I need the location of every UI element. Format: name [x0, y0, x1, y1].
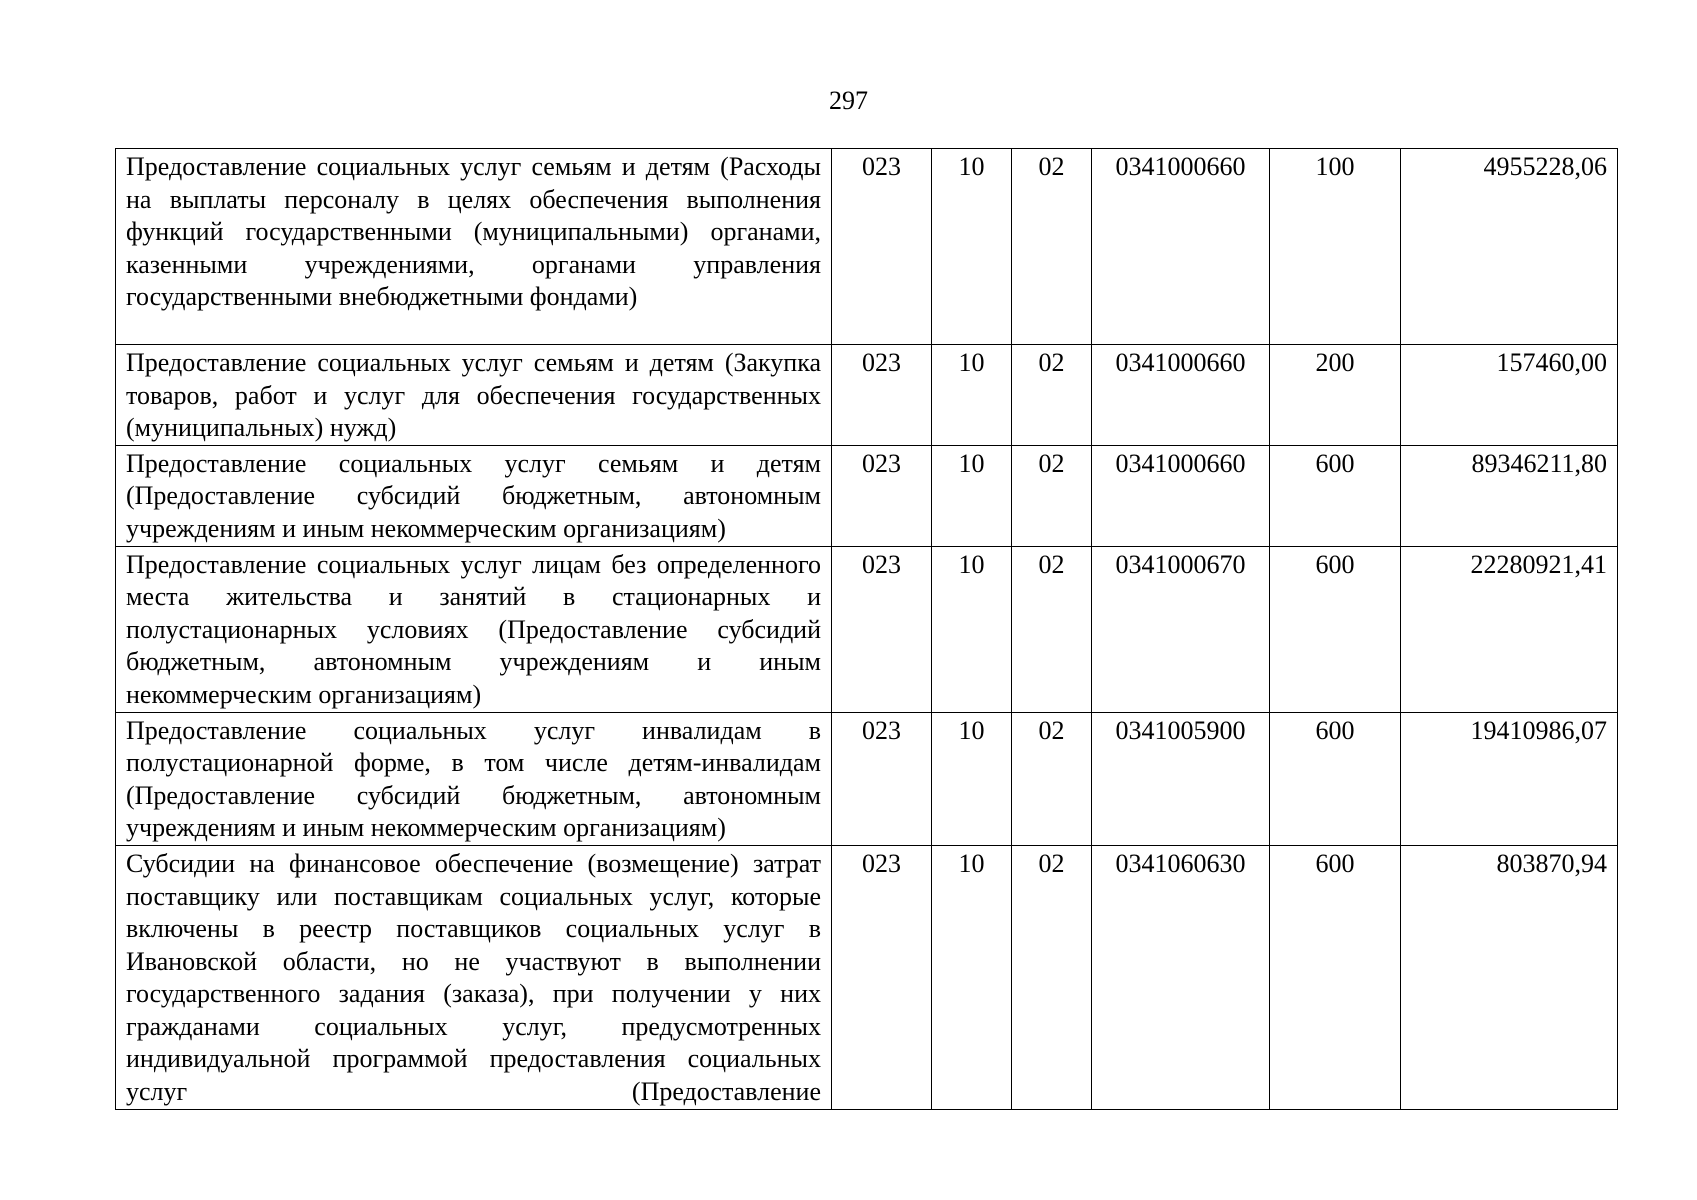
- subsection-code: 02: [1012, 712, 1092, 845]
- row-name: Предоставление социальных услуг инвалидам в полустационарной форме, в том числе детям-инвалидам (Предоставление субсидий бюджетным, автономным учреждениям и иным некоммерческим организациям): [116, 712, 832, 845]
- row-name: Предоставление социальных услуг семьям и детям (Предоставление субсидий бюджетным, автономным учреждениям и иным некоммерческим организациям): [116, 445, 832, 546]
- budget-table: [115, 148, 1618, 1110]
- ministry-code: 023: [832, 149, 932, 345]
- row-name: Предоставление социальных услуг семьям и детям (Закупка товаров, работ и услуг для обеспечения государственных (муниципальных) нужд): [116, 345, 832, 446]
- target-article-code: 0341000660: [1092, 445, 1270, 546]
- ministry-code: 023: [832, 845, 932, 1109]
- page-number: 297: [829, 86, 868, 115]
- ministry-code: 023: [832, 712, 932, 845]
- table-row: [116, 845, 1618, 1109]
- table-row: [116, 345, 1618, 446]
- row-name: Предоставление социальных услуг лицам без определенного места жительства и занятий в стационарных и полустационарных условиях (Предоставление субсидий бюджетным, автономным учреждениям и иным некоммерческим организациям): [116, 546, 832, 712]
- target-article-code: 0341005900: [1092, 712, 1270, 845]
- section-code: 10: [932, 546, 1012, 712]
- amount-value: 157460,00: [1401, 345, 1618, 446]
- subsection-code: 02: [1012, 546, 1092, 712]
- amount-value: 19410986,07: [1401, 712, 1618, 845]
- section-code: 10: [932, 712, 1012, 845]
- expense-type-code: 600: [1270, 445, 1401, 546]
- expense-type-code: 600: [1270, 845, 1401, 1109]
- amount-value: 4955228,06: [1401, 149, 1618, 345]
- row-name: Субсидии на финансовое обеспечение (возмещение) затрат поставщику или поставщикам социальных услуг, которые включены в реестр поставщиков социальных услуг в Ивановской области, но не участвуют в выполнении государственного задания (заказа), при получении у них гражданами социальных услуг, предусмотренных индивидуальной программой предоставления социальных услуг (Предоставление: [116, 845, 832, 1109]
- table-row: [116, 546, 1618, 712]
- target-article-code: 0341000660: [1092, 149, 1270, 345]
- ministry-code: 023: [832, 445, 932, 546]
- table-row: [116, 445, 1618, 546]
- expense-type-code: 600: [1270, 546, 1401, 712]
- subsection-code: 02: [1012, 149, 1092, 345]
- target-article-code: 0341000670: [1092, 546, 1270, 712]
- target-article-code: 0341000660: [1092, 345, 1270, 446]
- amount-value: 22280921,41: [1401, 546, 1618, 712]
- section-code: 10: [932, 845, 1012, 1109]
- amount-value: 803870,94: [1401, 845, 1618, 1109]
- amount-value: 89346211,80: [1401, 445, 1618, 546]
- target-article-code: 0341060630: [1092, 845, 1270, 1109]
- section-code: 10: [932, 445, 1012, 546]
- row-name: Предоставление социальных услуг семьям и детям (Расходы на выплаты персоналу в целях обеспечения выполнения функций государственными (муниципальными) органами, казенными учреждениями, органами управления государственными внебюджетными фондами): [116, 149, 832, 345]
- ministry-code: 023: [832, 546, 932, 712]
- ministry-code: 023: [832, 345, 932, 446]
- subsection-code: 02: [1012, 445, 1092, 546]
- expense-type-code: 600: [1270, 712, 1401, 845]
- section-code: 10: [932, 149, 1012, 345]
- subsection-code: 02: [1012, 845, 1092, 1109]
- table-row: [116, 149, 1618, 345]
- expense-type-code: 100: [1270, 149, 1401, 345]
- section-code: 10: [932, 345, 1012, 446]
- subsection-code: 02: [1012, 345, 1092, 446]
- expense-type-code: 200: [1270, 345, 1401, 446]
- table-row: [116, 712, 1618, 845]
